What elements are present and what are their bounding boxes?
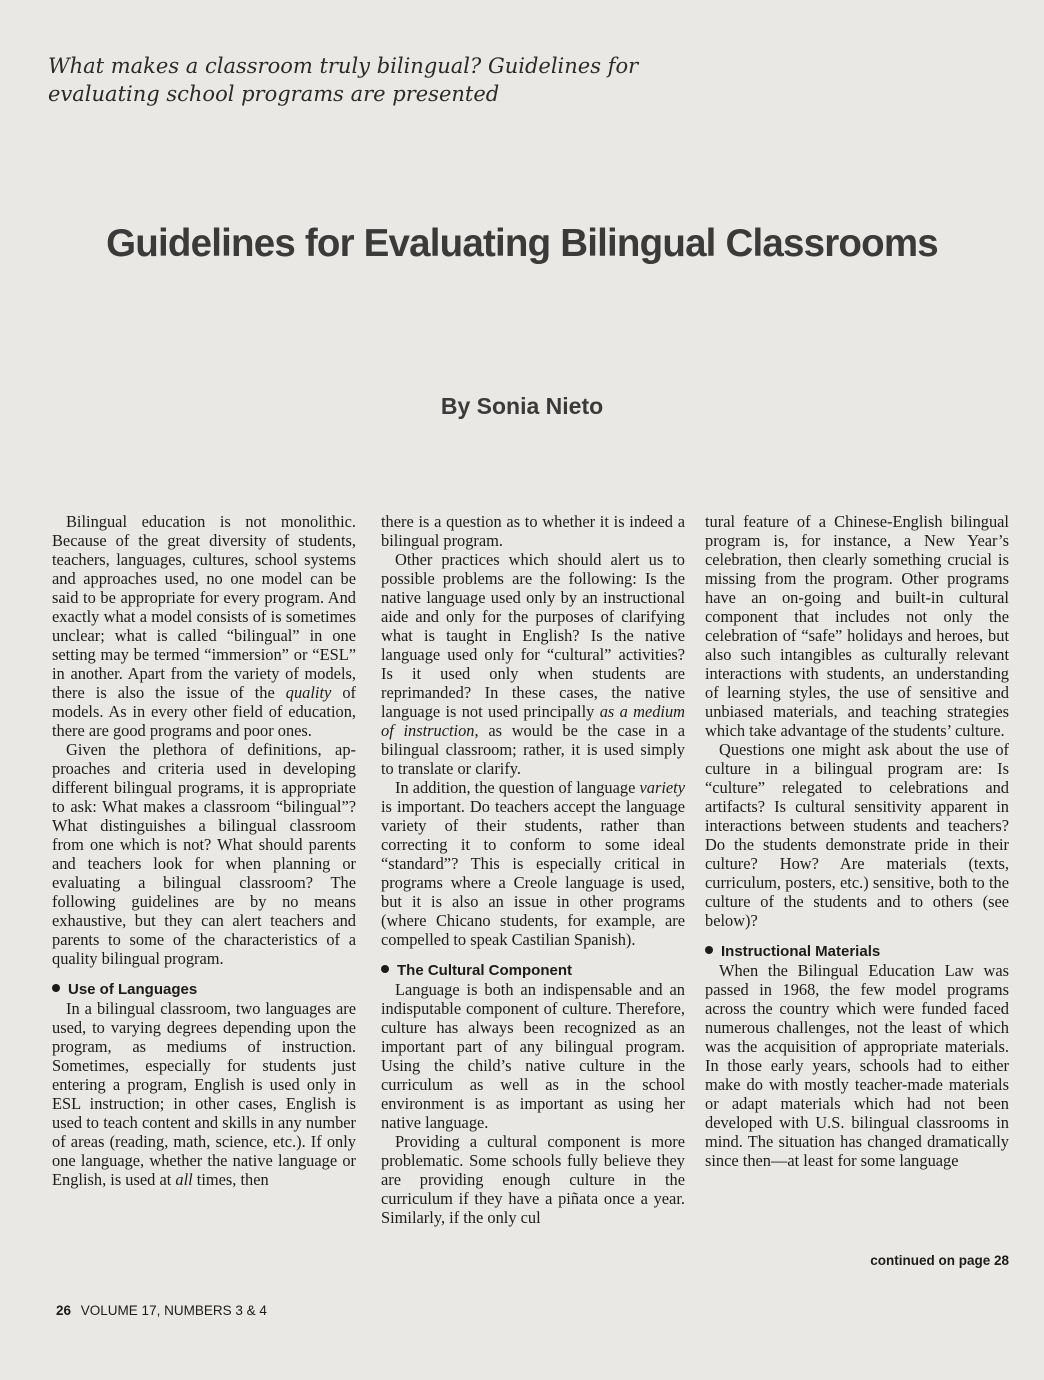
column-2: [381, 512, 685, 1227]
paragraph: Other practices which should alert us to possible problems are the following: Is the native language used only by an instructional aide and only for the purposes of clarifying what is taught in English? Is the native language used only for “cultural” activities? Is it used only when students are reprimanded? In these cases, the native language is not used principally as a medium of instruction, as would be the case in a bilingual classroom; rather, it is used simply to translate or clarify.: [381, 550, 686, 778]
paragraph: When the Bilingual Education Law was passed in 1968, the few model programs across the country which were funded faced numerous challenges, not the least of which was the acquisition of appropriate materials. In those early years, schools had to either make do with mostly teacher-made materials or adapt materials which had not been developed with U.S. bilingual classrooms in mind. The situation has changed dramatically since then—at least for some language: [705, 961, 1009, 1170]
article-title: Guidelines for Evaluating Bilingual Classrooms: [106, 222, 938, 265]
bullet-icon: [705, 946, 713, 954]
paragraph: In a bilingual classroom, two languages are used, to varying degrees depending upon the program, as mediums of instruction. Sometimes, especially for students just entering a program, English is used only in ESL instruction; in other cases, English is used to teach content and skills in any number of areas (reading, math, science, etc.). If only one language, whether the native language or English, is used at all times, then: [52, 999, 356, 1189]
column-3: [705, 512, 1009, 1170]
paragraph: Given the plethora of definitions, approaches and criteria used in developing different bilingual programs, it is appropriate to ask: What makes a classroom “bilingual”? What distinguishes a bilingual classroom from one which is not? What should parents and teachers look for when planning or evaluating a bilingual classroom? The following guidelines are by no means exhaustive, but they can alert teachers and parents to some of the characteristics of a quality bilingual program.: [52, 740, 356, 968]
page-number: 26: [56, 1303, 72, 1318]
paragraph: In addition, the question of language variety is important. Do teachers accept the language variety of their students, rather than correcting it to conform to some ideal “standard”? This is especially critical in programs where a Creole language is used, but it is also an issue in other programs (where Chicano students, for example, are compelled to speak Castilian Spanish).: [381, 778, 685, 949]
paragraph: there is a question as to whether it is indeed a bilingual program.: [381, 512, 685, 550]
byline: By Sonia Nieto: [440, 393, 604, 419]
section-heading-cultural-component: The Cultural Component: [381, 961, 685, 980]
bullet-icon: [52, 984, 60, 992]
column-1: [52, 512, 356, 1189]
section-heading-use-of-languages: Use of Languages: [52, 980, 356, 999]
bullet-icon: [381, 965, 389, 973]
volume-label: VOLUME 17, NUMBERS 3 & 4: [80, 1303, 267, 1318]
continued-note: continued on page 28: [870, 1253, 1009, 1268]
article-deck: What makes a classroom truly bilingual? Guidelines for evaluating school programs are presented: [48, 54, 639, 106]
page-footer: [56, 1303, 267, 1318]
paragraph: Bilingual education is not monolithic. Because of the great diversity of students, teachers, languages, cultures, school systems and approaches used, no one model can be said to be appropriate for every program. And exactly what a model consists of is sometimes unclear; what is called “bilingual” in one setting may be termed “immersion” or “ESL” in another. Apart from the variety of models, there is also the issue of the quality of models. As in every other field of education, there are good programs and poor ones.: [52, 512, 356, 740]
section-heading-instructional-materials: Instructional Materials: [705, 942, 1009, 961]
paragraph: tural feature of a Chinese-English bilingual program is, for instance, a New Year’s celebration, then clearly something crucial is missing from the program. Other programs have an on-going and built-in cultural component that includes not only the celebration of “safe” holidays and heroes, but also such intangibles as culturally relevant interactions with students, an understanding of learning styles, the use of sensitive and unbiased materials, and teaching strategies which take advantage of the students’ culture.: [705, 512, 1009, 740]
paragraph: Providing a cultural component is more problematic. Some schools fully believe they are providing enough culture in the curriculum if they have a piñata once a year. Similarly, if the only cul: [381, 1132, 685, 1227]
paragraph: Questions one might ask about the use of culture in a bilingual program are: Is “culture” relegated to celebrations and artifacts? Is cultural sensitivity apparent in interactions between students and teachers? Do the students demonstrate pride in their culture? How? Are materials (texts, curriculum, posters, etc.) sensitive, both to the culture of the students and to others (see below)?: [705, 740, 1009, 930]
paragraph: Language is both an indispensable and an indisputable component of culture. Therefore, culture has always been recognized as an important part of any bilingual program. Using the child’s native culture in the curriculum as well as in the school environment is as important as using her native language.: [381, 980, 685, 1132]
